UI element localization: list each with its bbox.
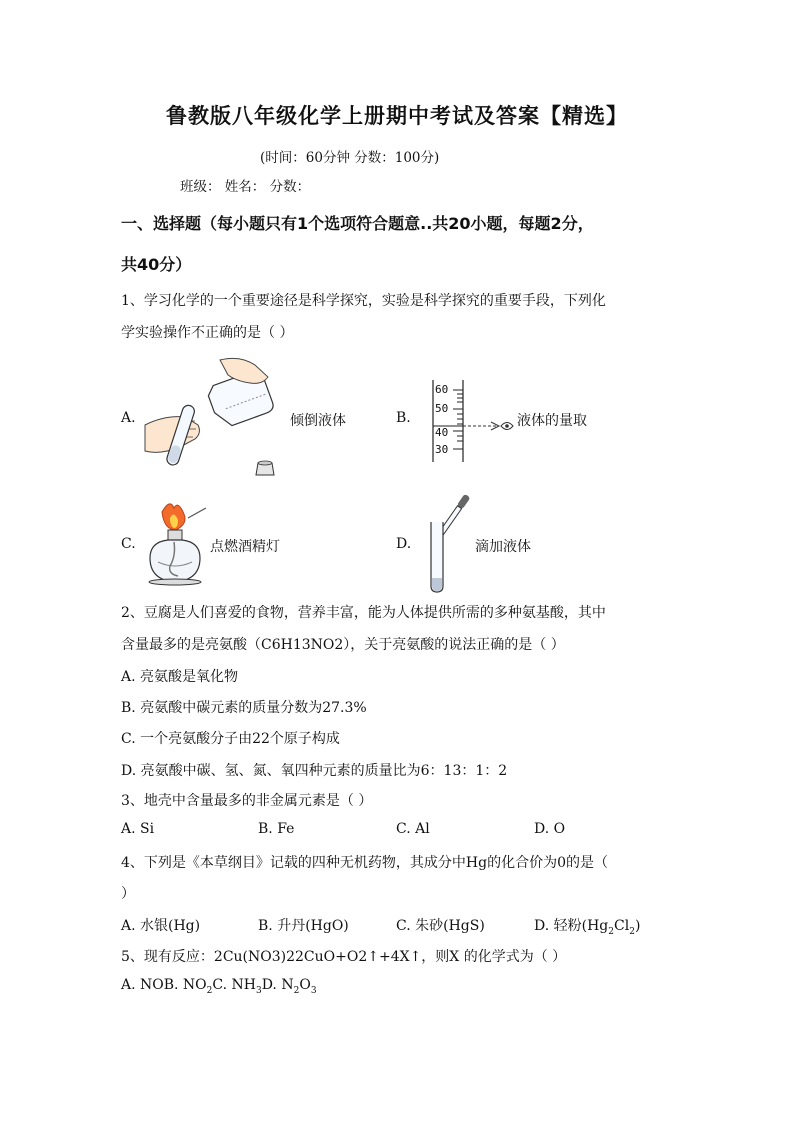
q1-stem-line2: 学实验操作不正确的是（ ） xyxy=(121,325,294,341)
q1-option-a-caption: 倾倒液体 xyxy=(290,413,346,429)
q3-option-b: B. Fe xyxy=(258,821,295,837)
q2-option-d: D. 亮氨酸中碳、氢、氮、氧四种元素的质量比为6：13：1：2 xyxy=(121,763,508,779)
cylinder-tick-60: 60 xyxy=(435,383,449,396)
time-score-line: (时间：60分钟 分数：100分) xyxy=(260,150,440,166)
q4-stem-line1: 4、下列是《本草纲目》记载的四种无机药物，其成分中Hg的化合价为0的是（ xyxy=(121,855,608,871)
q4-option-d: D. 轻粉$(Hg_2Cl_2)$ xyxy=(534,918,641,937)
section-heading-line1: 一、选择题（每小题只有1个选项符合题意..共20小题，每题2分， xyxy=(121,214,594,233)
cylinder-tick-50: 50 xyxy=(435,402,449,415)
cylinder-tick-30: 30 xyxy=(435,443,449,456)
q3-option-a: A. Si xyxy=(121,821,155,837)
q3-stem: 3、地壳中含量最多的非金属元素是（ ） xyxy=(121,793,373,809)
q1-option-d-caption: 滴加液体 xyxy=(475,539,531,555)
q1-option-a-letter: A. xyxy=(121,410,136,426)
alcohol-lamp-illustration xyxy=(140,500,212,590)
q4-option-c: C. 朱砂(HgS) xyxy=(396,918,485,934)
q5-stem: 5、现有反应：2Cu(NO3)22CuO+O2↑+4X↑，则X 的化学式为（ ） xyxy=(121,949,567,965)
q3-option-d: D. O xyxy=(534,821,566,837)
q1-option-b-letter: B. xyxy=(396,410,411,426)
q4-option-a: A. 水银(Hg) xyxy=(121,918,201,934)
q2-stem-line1: 2、豆腐是人们喜爱的食物，营养丰富，能为人体提供所需的多种氨基酸，其中 xyxy=(121,605,606,621)
q4-option-b: B. 升丹(HgO) xyxy=(258,918,349,934)
q4-stem-line2: ） xyxy=(121,886,135,902)
q5-options: A. NOB. $NO_2C$. $NH_3D$. $N_2O_3$ xyxy=(121,977,317,996)
q1-option-c-caption: 点燃酒精灯 xyxy=(210,539,280,555)
q1-option-d-letter: D. xyxy=(396,536,412,552)
page-title: 鲁教版八年级化学上册期中考试及答案【精选】 xyxy=(166,104,628,128)
class-name-score-line: 班级： 姓名： 分数： xyxy=(180,179,311,195)
q1-option-b-caption: 液体的量取 xyxy=(517,413,587,429)
q1-stem-line1: 1、学习化学的一个重要途径是科学探究，实验是科学探究的重要手段，下列化 xyxy=(121,293,606,309)
q2-stem-line2: 含量最多的是亮氨酸（C6H13NO2），关于亮氨酸的说法正确的是（ ） xyxy=(121,637,565,653)
q2-option-c: C. 一个亮氨酸分子由22个原子构成 xyxy=(121,731,340,747)
section-heading-line2: 共40分） xyxy=(121,255,192,274)
q2-option-b: B. 亮氨酸中碳元素的质量分数为27.3% xyxy=(121,700,367,716)
q1-option-c-letter: C. xyxy=(121,536,136,552)
cylinder-tick-40: 40 xyxy=(435,426,449,439)
q2-option-a: A. 亮氨酸是氧化物 xyxy=(121,669,239,685)
q3-option-c: C. Al xyxy=(396,821,430,837)
dropper-illustration xyxy=(425,490,475,595)
pouring-liquid-illustration xyxy=(140,355,280,480)
